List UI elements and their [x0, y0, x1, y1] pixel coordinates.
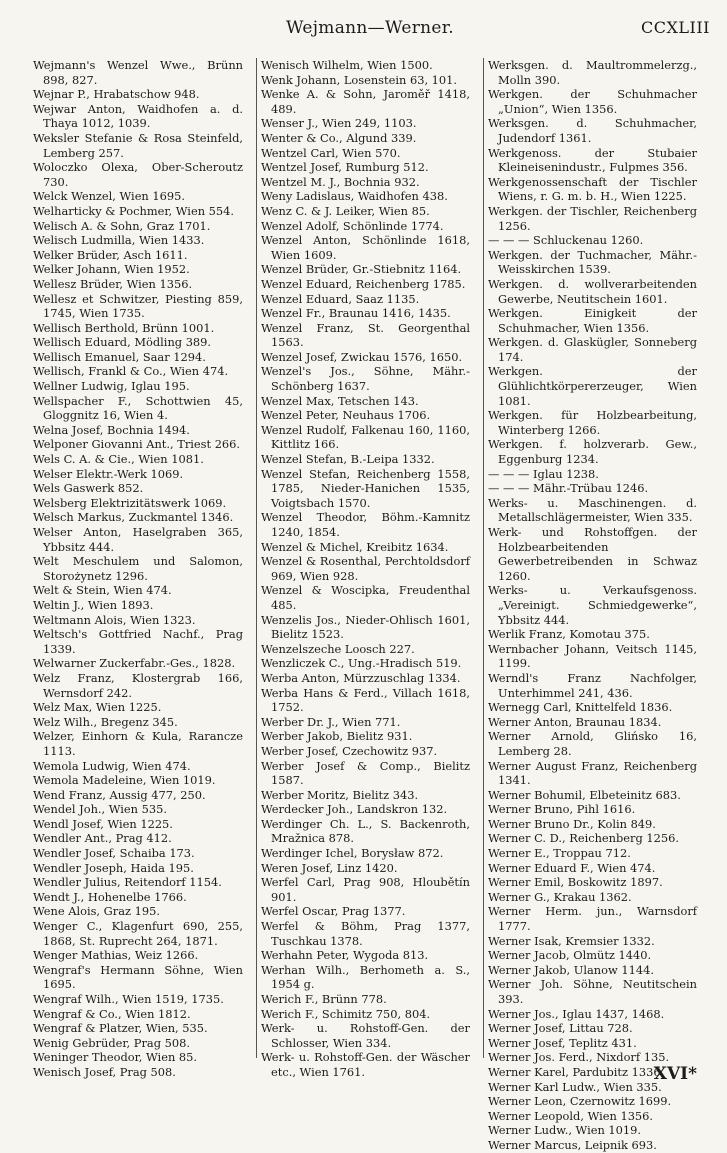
- directory-entry: Wenzel & Rosenthal, Perchtoldsdorf 969, Wien 928.: [261, 554, 470, 583]
- directory-entry: Weltsch's Gottfried Nachf., Prag 1339.: [33, 627, 243, 656]
- directory-entry: Werkgenoss. der Stubaier Kleineisenindustr., Fulpmes 356.: [488, 145, 697, 175]
- directory-entry: Werner Bohumil, Elbeteinitz 683.: [488, 787, 681, 802]
- signature-mark: XVI*: [653, 1064, 697, 1084]
- directory-entry: Werba Hans & Ferd., Villach 1618, 1752.: [261, 685, 470, 715]
- directory-entry: Wenzel Max, Tetschen 143.: [261, 393, 419, 408]
- directory-entry: Werner Leopold, Wien 1356.: [488, 1108, 654, 1123]
- directory-entry: Welz Wilh., Bregenz 345.: [33, 714, 178, 729]
- directory-entry: Welsch Markus, Zuckmantel 1346.: [33, 510, 234, 525]
- directory-entry: Weksler Stefanie & Rosa Steinfeld, Lemberg 257.: [33, 130, 243, 160]
- directory-entry: Wendt J., Hohenelbe 1766.: [33, 889, 187, 904]
- directory-entry: Welwarner Zuckerfabr.-Ges., 1828.: [33, 656, 236, 671]
- directory-entry: Wendler Ant., Prag 412.: [33, 831, 172, 846]
- directory-entry: Werich F., Brünn 778.: [261, 992, 387, 1006]
- directory-entry: Werner Isak, Kremsier 1332.: [488, 933, 655, 948]
- directory-entry: Werkgen. d. Glaskügler, Sonneberg 174.: [488, 335, 697, 364]
- directory-entry: Welker Johann, Wien 1952.: [33, 262, 190, 277]
- directory-entry: Weltmann Alois, Wien 1323.: [33, 612, 196, 627]
- directory-entry: Wenzelszeche Loosch 227.: [261, 641, 415, 656]
- directory-entry: Welna Josef, Bochnia 1494.: [33, 422, 190, 437]
- directory-entry: Welck Wenzel, Wien 1695.: [33, 189, 186, 204]
- directory-entry: Wenzel Stefan, Reichenberg 1558, 1785, Nieder-Hanichen 1535, Voigtsbach 1570.: [261, 466, 470, 510]
- directory-entry: Wenter & Co., Algund 339.: [261, 130, 417, 145]
- directory-entry: Werner Marcus, Leipnik 693.: [488, 1137, 657, 1152]
- directory-entry: Werner Joh. Söhne, Neutitschein 393.: [488, 977, 697, 1006]
- directory-entry: Wenzel & Woscipka, Freudenthal 485.: [261, 583, 470, 612]
- directory-entry: Wenzel Fr., Braunau 1416, 1435.: [261, 306, 451, 321]
- directory-entry: Werner G., Krakau 1362.: [488, 889, 632, 904]
- page-title: Wejmann—Werner.: [285, 18, 455, 38]
- directory-entry: Wentzel Josef, Rumburg 512.: [261, 160, 429, 175]
- directory-entry: Werndl's Franz Nachfolger, Unterhimmel 241, 436.: [488, 670, 697, 700]
- directory-entry: Werdinger Ichel, Borysław 872.: [261, 846, 444, 861]
- directory-entry: — — — Schluckenau 1260.: [488, 233, 644, 248]
- directory-entry: Wenzliczek C., Ung.-Hradisch 519.: [261, 656, 462, 671]
- directory-entry: Wellisch, Frankl & Co., Wien 474.: [33, 364, 229, 379]
- directory-entry: Welponer Giovanni Ant., Triest 266.: [33, 437, 241, 452]
- directory-entry: Wenzel Rudolf, Falkenau 160, 1160, Kittlitz 166.: [261, 422, 470, 452]
- directory-entry: Werber Moritz, Bielitz 343.: [261, 787, 419, 802]
- directory-entry: Welker Brüder, Asch 1611.: [33, 247, 188, 262]
- directory-entry: Werfel Oscar, Prag 1377.: [261, 904, 406, 919]
- directory-entry: Weny Ladislaus, Waidhofen 438.: [261, 189, 448, 204]
- directory-entry: Werner Jacob, Olmütz 1440.: [488, 948, 652, 963]
- directory-entry: Wene Alois, Graz 195.: [33, 904, 160, 919]
- directory-entry: Werfel & Böhm, Prag 1377, Tuschkau 1378.: [261, 919, 470, 948]
- directory-entry: Werkgen. f. holzverarb. Gew., Eggenburg 1234.: [488, 437, 697, 467]
- page-number: CCXLIII: [641, 18, 710, 37]
- directory-entry: Wenzel Brüder, Gr.-Stiebnitz 1164.: [261, 262, 462, 277]
- directory-entry: Werner Leon, Czernowitz 1699.: [488, 1094, 672, 1109]
- directory-entry: Werner Emil, Boskowitz 1897.: [488, 875, 663, 890]
- directory-entry: Werks- u. Verkaufsgenoss. „Vereinigt. Schmiedgewerke“, Ybbsitz 444.: [488, 583, 697, 627]
- directory-entry: Weninger Theodor, Wien 85.: [33, 1050, 198, 1065]
- directory-entry: Wengraf's Hermann Söhne, Wien 1695.: [33, 962, 243, 992]
- directory-entry: Werner C. D., Reichenberg 1256.: [488, 831, 679, 846]
- directory-entry: Woloczko Olexa, Ober-Scheroutz 730.: [33, 160, 243, 189]
- directory-entry: Werner Herm. jun., Warnsdorf 1777.: [488, 904, 697, 934]
- directory-entry: Wenzel Franz, St. Georgenthal 1563.: [261, 320, 470, 350]
- directory-entry: Werner Josef, Teplitz 431.: [488, 1035, 637, 1050]
- directory-entry: Wellisch Eduard, Mödling 389.: [33, 335, 212, 350]
- directory-entry: Werner Eduard F., Wien 474.: [488, 860, 656, 875]
- directory-entry: Werkgen. der Tuchmacher, Mähr.-Weisskirchen 1539.: [488, 247, 697, 277]
- directory-entry: Werksgen. d. Schuhmacher, Judendorf 1361.: [488, 116, 697, 145]
- directory-entry: Wernbacher Johann, Veitsch 1145, 1199.: [488, 641, 697, 671]
- directory-entry: Wenke A. & Sohn, Jaroměř 1418, 489.: [261, 87, 470, 116]
- directory-entry: Werkgen. der Schuhmacher „Union“, Wien 1356.: [488, 87, 697, 116]
- directory-entry: Werk- u. Rohstoff-Gen. der Schlosser, Wien 334.: [261, 1021, 470, 1050]
- directory-entry: Wendel Joh., Wien 535.: [33, 802, 167, 817]
- directory-entry: Werner Jakob, Ulanow 1144.: [488, 962, 654, 977]
- directory-entry: Wellner Ludwig, Iglau 195.: [33, 379, 190, 394]
- directory-entry: Werner Anton, Braunau 1834.: [488, 714, 662, 729]
- directory-entry: Werber Josef, Czechowitz 937.: [261, 743, 438, 758]
- directory-entry: Wenzel & Michel, Kreibitz 1634.: [261, 539, 449, 554]
- directory-entry: Wendler Josef, Schaiba 173.: [33, 846, 195, 861]
- column-1: [29, 58, 247, 1079]
- directory-entry: Wengraf Wilh., Wien 1519, 1735.: [33, 992, 224, 1006]
- directory-entry: Wellisch Emanuel, Saar 1294.: [33, 349, 206, 364]
- directory-entry: Wenzel's Jos., Söhne, Mähr.-Schönberg 1637.: [261, 364, 470, 394]
- directory-entry: Werba Anton, Mürzzuschlag 1334.: [261, 670, 461, 685]
- directory-entry: Wengraf & Platzer, Wien, 535.: [33, 1021, 208, 1036]
- directory-entry: — — — Mähr.-Trübau 1246.: [488, 481, 649, 496]
- directory-entry: Wenzel Peter, Neuhaus 1706.: [261, 408, 431, 423]
- directory-entry: Werner Jos. Ferd., Nixdorf 135.: [488, 1050, 670, 1065]
- directory-entry: Wenser J., Wien 249, 1103.: [261, 116, 417, 131]
- directory-entry: Wejnar P., Hrabatschow 948.: [33, 87, 200, 102]
- directory-entry: Wenzel Stefan, B.-Leipa 1332.: [261, 452, 435, 467]
- directory-entry: — — — Iglau 1238.: [488, 466, 599, 481]
- column-2: [256, 58, 474, 1079]
- directory-entry: Werner Bruno Dr., Kolin 849.: [488, 816, 656, 831]
- directory-entry: Wemola Madeleine, Wien 1019.: [33, 773, 216, 788]
- directory-entry: Werner Bruno, Pihl 1616.: [488, 802, 636, 817]
- directory-entry: Wenisch Wilhelm, Wien 1500.: [261, 58, 433, 72]
- directory-entry: Werhan Wilh., Berhometh a. S., 1954 g.: [261, 962, 470, 992]
- directory-entry: Welz Franz, Klostergrab 166, Wernsdorf 242.: [33, 670, 243, 700]
- directory-entry: Werkgen. der Glühlichtkörpererzeuger, Wien 1081.: [488, 364, 697, 408]
- directory-entry: Wels Gaswerk 852.: [33, 481, 144, 496]
- directory-entry: Welisch A. & Sohn, Graz 1701.: [33, 218, 211, 233]
- directory-entry: Welsberg Elektrizitätswerk 1069.: [33, 495, 227, 510]
- directory-entry: Wend Franz, Aussig 477, 250.: [33, 787, 206, 802]
- directory-entry: Werk- und Rohstoffgen. der Holzbearbeitenden Gewerbetreibenden in Schwaz 1260.: [488, 525, 697, 583]
- directory-entry: Wejwar Anton, Waidhofen a. d. Thaya 1012, 1039.: [33, 101, 243, 131]
- directory-entry: Werlik Franz, Komotau 375.: [488, 627, 650, 642]
- directory-entry: Wenger C., Klagenfurt 690, 255, 1868, St. Ruprecht 264, 1871.: [33, 919, 243, 948]
- directory-entry: Wellisch Berthold, Brünn 1001.: [33, 320, 215, 335]
- directory-entry: Wels C. A. & Cie., Wien 1081.: [33, 452, 204, 467]
- directory-entry: Wenzel Josef, Zwickau 1576, 1650.: [261, 349, 463, 364]
- directory-entry: Welt Meschulem und Salomon, Storożynetz 1296.: [33, 554, 243, 583]
- directory-entry: Wentzel M. J., Bochnia 932.: [261, 174, 420, 189]
- directory-entry: Wernegg Carl, Knittelfeld 1836.: [488, 700, 673, 715]
- directory-entry: Welz Max, Wien 1225.: [33, 700, 162, 715]
- directory-entry: Werner Ludw., Wien 1019.: [488, 1123, 642, 1138]
- directory-entry: Werfel Carl, Prag 908, Hloubětín 901.: [261, 875, 470, 904]
- directory-entry: Werner Karel, Pardubitz 1336.: [488, 1064, 665, 1079]
- directory-entry: Werhahn Peter, Wygoda 813.: [261, 948, 429, 963]
- directory-entry: Werkgen. der Tischler, Reichenberg 1256.: [488, 203, 697, 233]
- directory-entry: Welser Anton, Haselgraben 365, Ybbsitz 444.: [33, 525, 243, 554]
- directory-entry: Werks- u. Maschinengen. d. Metallschlägermeister, Wien 335.: [488, 495, 697, 525]
- directory-entry: Wellesz Brüder, Wien 1356.: [33, 276, 193, 291]
- directory-entry: Wellspacher F., Schottwien 45, Gloggnitz 16, Wien 4.: [33, 393, 243, 423]
- directory-entry: Weltin J., Wien 1893.: [33, 597, 154, 612]
- directory-entry: Wellesz et Schwitzer, Piesting 859, 1745, Wien 1735.: [33, 291, 243, 321]
- directory-entry: Werber Jakob, Bielitz 931.: [261, 729, 413, 744]
- directory-entry: Wenzel Theodor, Böhm.-Kamnitz 1240, 1854.: [261, 510, 470, 539]
- directory-entry: Weren Josef, Linz 1420.: [261, 860, 398, 875]
- directory-entry: Wenz C. & J. Leiker, Wien 85.: [261, 203, 430, 218]
- directory-entry: Werk- u. Rohstoff-Gen. der Wäscher etc., Wien 1761.: [261, 1050, 470, 1079]
- directory-entry: Werksgen. d. Maultrommelerzg., Molln 390.: [488, 58, 697, 87]
- directory-entry: Werkgen. für Holzbearbeitung, Winterberg 1266.: [488, 408, 697, 437]
- directory-entry: Wenig Gebrüder, Prag 508.: [33, 1035, 190, 1050]
- directory-entry: Werich F., Schimitz 750, 804.: [261, 1006, 431, 1021]
- directory-entry: Werkgen. Einigkeit der Schuhmacher, Wien 1356.: [488, 306, 697, 335]
- directory-entry: Werkgen. d. wollverarbeitenden Gewerbe, Neutitschein 1601.: [488, 276, 697, 306]
- directory-entry: Wenzel Eduard, Saaz 1135.: [261, 291, 420, 306]
- directory-entry: Welisch Ludmilla, Wien 1433.: [33, 233, 205, 248]
- directory-entry: Wendl Josef, Wien 1225.: [33, 816, 173, 831]
- directory-entry: Werner Jos., Iglau 1437, 1468.: [488, 1006, 665, 1021]
- directory-entry: Wenzelis Jos., Nieder-Ohlisch 1601, Bielitz 1523.: [261, 612, 470, 642]
- directory-entry: Welharticky & Pochmer, Wien 554.: [33, 203, 235, 218]
- directory-entry: Werner E., Troppau 712.: [488, 846, 631, 861]
- directory-entry: Wemola Ludwig, Wien 474.: [33, 758, 191, 773]
- directory-entry: Wenisch Josef, Prag 508.: [33, 1064, 176, 1079]
- directory-entry: Welser Elektr.-Werk 1069.: [33, 466, 184, 481]
- directory-entry: Wentzel Carl, Wien 570.: [261, 145, 401, 160]
- directory-entry: Werber Dr. J., Wien 771.: [261, 714, 401, 729]
- directory-entry: Wendler Julius, Reitendorf 1154.: [33, 875, 222, 890]
- directory-entry: Werkgenossenschaft der Tischler Wiens, r. G. m. b. H., Wien 1225.: [488, 174, 697, 204]
- directory-entry: Wengraf & Co., Wien 1812.: [33, 1006, 191, 1021]
- directory-entry: Werner Karl Ludw., Wien 335.: [488, 1079, 662, 1094]
- directory-entry: Werdecker Joh., Landskron 132.: [261, 802, 448, 817]
- directory-entry: Werner August Franz, Reichenberg 1341.: [488, 758, 697, 788]
- directory-entry: Wendler Joseph, Haida 195.: [33, 860, 194, 875]
- directory-entry: Welt & Stein, Wien 474.: [33, 583, 172, 598]
- directory-entry: Werdinger Ch. L., S. Backenroth, Mražnica 878.: [261, 816, 470, 846]
- directory-entry: Werber Josef & Comp., Bielitz 1587.: [261, 758, 470, 788]
- page-header: [30, 18, 710, 46]
- directory-entry: Werner Arnold, Glińsko 16, Lemberg 28.: [488, 729, 697, 758]
- directory-entry: Welzer, Einhorn & Kula, Rarancze 1113.: [33, 729, 243, 758]
- directory-entry: Wenk Johann, Losenstein 63, 101.: [261, 72, 458, 87]
- directory-entry: Wejmann's Wenzel Wwe., Brünn 898, 827.: [33, 58, 243, 87]
- directory-entry: Wenzel Eduard, Reichenberg 1785.: [261, 276, 466, 291]
- directory-entry: Werner Josef, Littau 728.: [488, 1021, 633, 1036]
- directory-entry: Wenzel Adolf, Schönlinde 1774.: [261, 218, 444, 233]
- directory-entry: Wenzel Anton, Schönlinde 1618, Wien 1609.: [261, 233, 470, 262]
- directory-entry: Wenger Mathias, Weiz 1266.: [33, 948, 199, 963]
